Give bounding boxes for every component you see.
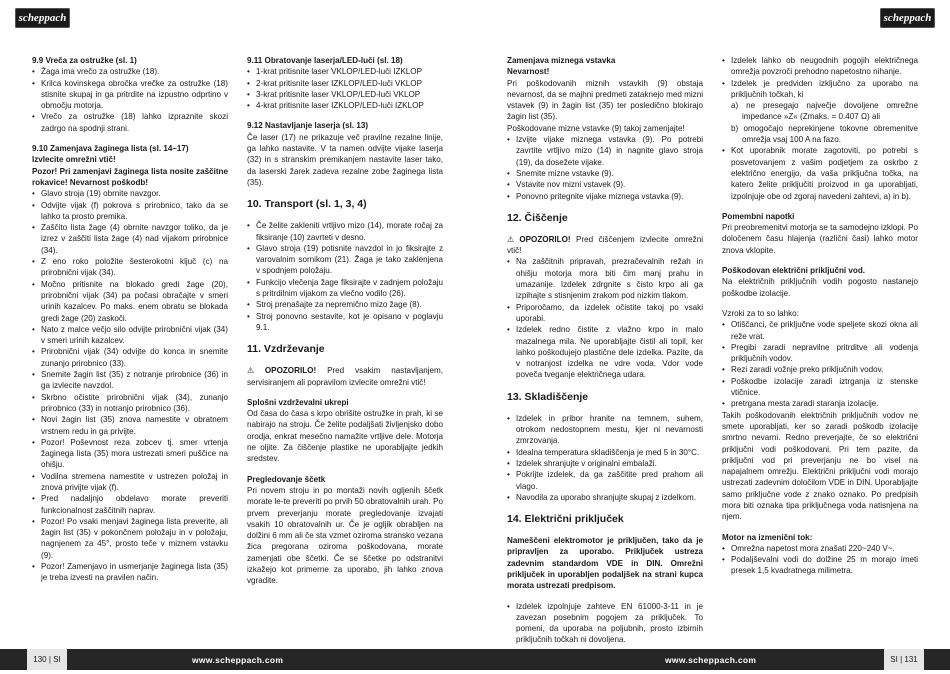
warning-triangle-icon: ⚠ — [247, 366, 263, 376]
column-1 — [32, 55, 228, 584]
bullet-list — [32, 66, 228, 134]
section-title: Pomembni napotki — [722, 211, 795, 221]
list-item: • Izdelek izpolnjuje zahteve EN 61000-3-11 in je zavezan posebnim pogojem za priključek. To pomeni, da uporaba na poljubnih, prosto izbirnih priključnih točkah ni dovoljena. — [507, 601, 703, 646]
paragraph: Vzroki za to so lahko: — [722, 308, 799, 318]
list-item: • 3-krat pritisnite laser VKLOP/LED-luči VKLOP — [247, 89, 443, 100]
section-title: 9.11 Obratovanje laserja/LED-luči (sl. 18) — [247, 56, 403, 65]
paragraph: Na električnih priključnih vodih pogosto nastanejo poškodbe izolacije. — [722, 277, 918, 298]
list-item: • Izvijte vijake miznega vstavka (9). Po potrebi zavrtite vrtljivo mizo (14) in nagnite glavo stroja (19), da dosežete vijake. — [507, 134, 703, 168]
list-item: • Zaščito lista žage (4) obrnite navzgor toliko, da je izrez v zaščiti lista žage (4) nad vijakom prirobnice (34). — [32, 222, 228, 256]
list-item: • Izdelek je predviden izključno za uporabo na priključnih točkah, ki — [722, 78, 918, 101]
list-item: • Podaljševalni vodi do dolžine 25 m morajo imeti presek 1,5 kvadratnega milimetra. — [722, 554, 918, 577]
section-title: Splošni vzdrževalni ukrepi — [247, 397, 349, 407]
bullet-list — [722, 55, 918, 100]
list-item: • 4-krat pritisnite laser IZKLOP/LED-luči IZKLOP — [247, 100, 443, 111]
list-item: • Odvijte vijak (f) pokrova s prirobnico, tako da se lahko ta prosto premika. — [32, 200, 228, 223]
list-item: • Pred nadaljnjo obdelavo morate preveriti funkcionalnost zaščitnih naprav. — [32, 493, 228, 516]
chapter-heading: 12. Čiščenje — [507, 211, 568, 224]
brand-logo: scheppach — [15, 8, 70, 28]
list-item: • Pozor! Zamenjavo in usmerjanje žaginega lista (35) je treba izvesti na pravilen način. — [32, 561, 228, 584]
list-item: • Snemite mizne vstavke (9). — [507, 168, 703, 179]
section-title: Poškodovan električni priključni vod. — [722, 266, 866, 276]
sub-item: b) omogočajo neprekinjene tokovne obremenitve omrežja vsaj 100 A na fazo. — [731, 123, 918, 145]
section-title: 9.9 Vreča za ostružke (sl. 1) — [32, 56, 137, 65]
section-title: Pregledovanje ščetk — [247, 474, 326, 484]
list-item: • Stroj ponovno sestavite, kot je opisano v poglavju 9.1. — [247, 311, 443, 334]
list-item: • Vstavite nov mizni vstavek (9). — [507, 179, 703, 190]
list-item: • Pozor! Poševnost reza zobcev tj. smer vrtenja žaginega lista (35) mora ustrezati smeri puščice na ohišju. — [32, 437, 228, 471]
bullet-list — [722, 319, 918, 409]
paragraph: Nameščeni elektromotor je priključen, tako da je pripravljen za uporabo. Priključek ustreza zadevnim standardom VDE in DIN. Omrežni priključek in uporabljen podaljšek na strani kupca morata ustrezati predpisom. — [507, 536, 703, 591]
list-item: • Žaga ima vrečo za ostružke (18). — [32, 66, 228, 77]
list-item: • Pozor! Po vsaki menjavi žaginega lista preverite, ali žagin list (35) v pokončnem položaju in v položaju, nagnjenem za 45°, prosto teče v miznem vstavku (9). — [32, 516, 228, 561]
bullet-list — [507, 256, 703, 380]
warning-text: Pozor! Pri zamenjavi žaginega lista nosite zaščitne rokavice! Nevarnost poškodb! — [32, 166, 228, 187]
bullet-list — [722, 543, 918, 577]
section-title: Motor na izmenični tok: — [722, 532, 813, 542]
bullet-list — [507, 601, 703, 646]
list-item: • Rezi zaradi vožnje preko priključnih vodov. — [722, 364, 918, 375]
list-item: • Priporočamo, da izdelek očistite takoj po vsaki uporabi. — [507, 302, 703, 325]
list-item: • Funkcijo vlečenja žage fiksirajte v zadnjem položaju s pritrdilnim vijakom za vlečno vodilo (26). — [247, 277, 443, 300]
list-item: • Krilca kovinskega obročka vrečke za ostružke (18) stisnite skupaj in ga pritrdite na izpustno odprtino v območju motorja. — [32, 78, 228, 112]
section-title: Zamenjava miznega vstavka — [507, 56, 616, 65]
list-item: • Glavo stroja (19) potisnite navzdol in jo fiksirajte z varovalnim sornikom (21). Žaga je tako zaklenjena v spodnjem položaju. — [247, 243, 443, 277]
paragraph: Poškodovane mizne vstavke (9) takoj zamenjajte! — [507, 123, 685, 133]
list-item: • Nato z malce večjo silo odvijte prirobnični vijak (34) v smeri urinih kazalcev. — [32, 324, 228, 347]
section-title: 9.10 Zamenjava žaginega lista (sl. 14–17) — [32, 144, 189, 154]
list-item: • 2-krat pritisnite laser IZKLOP/LED-luči VKLOP — [247, 78, 443, 89]
list-item: • Novi žagin list (35) znova namestite v obratnem vrstnem redu in ga privijte. — [32, 414, 228, 437]
bullet-list — [507, 413, 703, 503]
bullet-list — [247, 66, 443, 111]
list-item: • Snemite žagin list (35) z notranje prirobnice (36) in ga izvlecite navzdol. — [32, 369, 228, 392]
list-item: • Izdelek shranjujte v originalni embalaži. — [507, 458, 703, 469]
warning-text: Nevarnost! — [507, 67, 550, 77]
list-item: • Skrbno očistite prirobnični vijak (34), zunanjo prirobnico (33) in notranjo prirobnico (36). — [32, 392, 228, 415]
list-item: • Vrečo za ostružke (18) lahko izpraznite skozi zadrgo na spodnji strani. — [32, 111, 228, 134]
list-item: • Omrežna napetost mora znašati 220~240 V~. — [722, 543, 918, 554]
warning-text: Izvlecite omrežni vtič! — [32, 155, 116, 165]
warning-paragraph — [507, 234, 703, 257]
list-item: • Izdelek redno čistite z vlažno krpo in malo mazalnega mila. Ne uporabljajte čistil ali topil, ker lahko poškodujejo plastične dele izdelka. Pazite, da v notranjost izdelka ne vdre voda. Vdor vode poveča tveganje električnega udara. — [507, 324, 703, 380]
warning-text: Pred čiščenjem izvlecite omrežni vtič! — [507, 234, 703, 256]
paragraph: Takih poškodovanih električnih priključnih vodov ne smete uporabljati, ker so zaradi poškodb izolacije smrtno nevarni. Redno preverjajte, če so električni priključni vodi poškodovani. Pri tem pazite, da priključni vod pri preverjanju ne bo visel na napajalnem omrežju. Električni priključni vodi morajo ustrezati zadevnim določilom VDE in DIN. Uporabljajte samo priključne vode z znako oznako. Po predpisih mora biti oznaka tipa priključnega voda natisnjena na njem. — [722, 410, 918, 522]
warning-label: OPOZORILO! — [519, 234, 571, 244]
warning-triangle-icon: ⚠ — [507, 234, 518, 244]
list-item: • Kot uporabnik morate zagotoviti, po potrebi s posvetovanjem z vašim podjetjem za oskrbo z električno energijo, da vaša priključna točka, na katero želite priključiti proizvod in ga uporabljati, izpolnjuje obe od zgoraj navedeni zahtevi, a) in b). — [722, 145, 918, 201]
warning-paragraph — [247, 365, 443, 388]
chapter-heading: 11. Vzdrževanje — [247, 343, 325, 356]
paragraph: Pri poškodovanih miznih vstavkih (9) obstaja nevarnost, da se majhni predmeti zataknejo med mizni vstavek (9) in žagin list (35) ter posledično blokirajo žagin list (35). — [507, 78, 703, 122]
list-item: • Prirobnični vijak (34) odvijte do konca in snemite zunanjo prirobnico (33). — [32, 346, 228, 369]
chapter-heading: 13. Skladiščenje — [507, 390, 589, 403]
column-2 — [247, 55, 443, 587]
brand-logo: scheppach — [880, 8, 935, 28]
page-number-left: 130 | SI — [27, 649, 67, 670]
sub-item: a) ne presegajo največje dovoljene omrežne impedance »Z« (Zmaks. = 0.407 Ω) ali — [731, 101, 918, 122]
list-item: • Stroj prenašajte za nepremično mizo žage (8). — [247, 299, 443, 310]
column-3 — [507, 55, 703, 646]
list-item: • Otiščanci, če priključne vode speljete skozi okna ali reže vrat. — [722, 319, 918, 342]
list-item: • Glavo stroja (19) obrnite navzgor. — [32, 188, 228, 199]
paragraph: Pri preobremenitvi motorja se ta samodejno izklopi. Po določenem času hlajenja (različni časi) lahko motor znova vklopite. — [722, 223, 918, 255]
list-item: • Močno pritisnite na blokado gredi žage (20), prirobnični vijak (34) pa počasi obračajte v smeri urinih kazalcev. Po maks. enem obratu se blokada gredi žage (20) zaskoči. — [32, 279, 228, 324]
website-url: www.scheppach.com — [665, 654, 757, 665]
list-item: • Poškodbe izolacije zaradi iztrganja iz stenske vtičnice. — [722, 376, 918, 399]
paragraph: Če laser (17) ne prikazuje več pravilne rezalne linije, ga lahko nastavite. V ta namen odvijte vijake laserja (32) in s stranskim premikanjem nastavite laser tako, da laserski žarek zadeva rezalne zobe žaginega lista (35). — [247, 132, 443, 187]
list-item: • Izdelek in pribor hranite na temnem, suhem, otrokom nedostopnem mestu, kjer ni nevarnosti zmrzovanja. — [507, 413, 703, 447]
column-4 — [722, 55, 918, 577]
list-item: • Na zaščitnih pripravah, prezračevalnih režah in ohišju motorja mora biti čim manj prahu in umazanije. Izdelek zdrgnite s čisto krpo ali ga izpihajte s stisnjenim zrakom pod nizkim tlakom. — [507, 256, 703, 301]
section-title: 9.12 Nastavljanje laserja (sl. 13) — [247, 121, 369, 131]
list-item: • Izdelek lahko ob neugodnih pogojih električnega omrežja povzroči prehodno napetostno nihanje. — [722, 55, 918, 78]
list-item: • Pokrijte izdelek, da ga zaščitite pred prahom ali vlago. — [507, 469, 703, 492]
list-item: • Pregibi zaradi nepravilne pritrditve ali vodenja priključnih vodov. — [722, 342, 918, 365]
list-item: • Če želite zakleniti vrtljivo mizo (14), morate ročaj za fiksiranje (10) zavrteti v desno. — [247, 220, 443, 243]
warning-text: Pred vsakim nastavljanjem, servisiranjem ali popravilom izvlecite omrežni vtič! — [247, 366, 443, 387]
paragraph: Pri novem stroju in po montaži novih ogljenih ščetk morate le-te preveriti po prvih 50 obratovalnih urah. Po prvem preverjanju morate pregledovanje izvajati vsakih 10 obratovalnih ur. Če je ogljik obrabljen na dolžini 6 mm ali če sta vzmet oziroma stransko vezana žica pregorana oziroma poškodovana, morate zamenjati obe ščetki. Če se ščetke po odstranitvi izkažejo kot primerne za uporabo, jih lahko znova vgradite. — [247, 485, 443, 586]
list-item: • pretrgana mesta zaradi staranja izolacije. — [722, 398, 918, 409]
list-item: • Ponovno pritegnite vijake miznega vstavka (9). — [507, 191, 703, 202]
list-item: • Z eno roko položite šesterokotni ključ (c) na prirobnični vijak (34). — [32, 256, 228, 279]
bullet-list — [32, 188, 228, 583]
website-url: www.scheppach.com — [192, 654, 284, 665]
paragraph: Od časa do časa s krpo obrišite ostružke in prah, ki se nabirajo na stroju. Če želite podaljšati življenjsko dobo orodja, enkrat mesečno namažite vrtljive dele. Motorja ne oljite. Za čiščenje plastike ne uporabljajte jedkih sredstev. — [247, 409, 443, 464]
list-item: • Navodila za uporabo shranjujte skupaj z izdelkom. — [507, 492, 703, 503]
warning-label: OPOZORILO! — [264, 366, 317, 376]
bullet-list — [247, 220, 443, 333]
bullet-list — [507, 134, 703, 202]
list-item: • 1-krat pritisnite laser VKLOP/LED-luči IZKLOP — [247, 66, 443, 77]
bullet-list — [722, 145, 918, 201]
chapter-heading: 14. Električni priključek — [507, 513, 624, 526]
list-item: • Vodilna stremena namestite v ustrezen položaj in znova privijte vijak (f). — [32, 471, 228, 494]
chapter-heading: 10. Transport (sl. 1, 3, 4) — [247, 198, 367, 211]
list-item: • Idealna temperatura skladiščenja je med 5 in 30°C. — [507, 447, 703, 458]
page-number-right: SI | 131 — [884, 649, 924, 670]
